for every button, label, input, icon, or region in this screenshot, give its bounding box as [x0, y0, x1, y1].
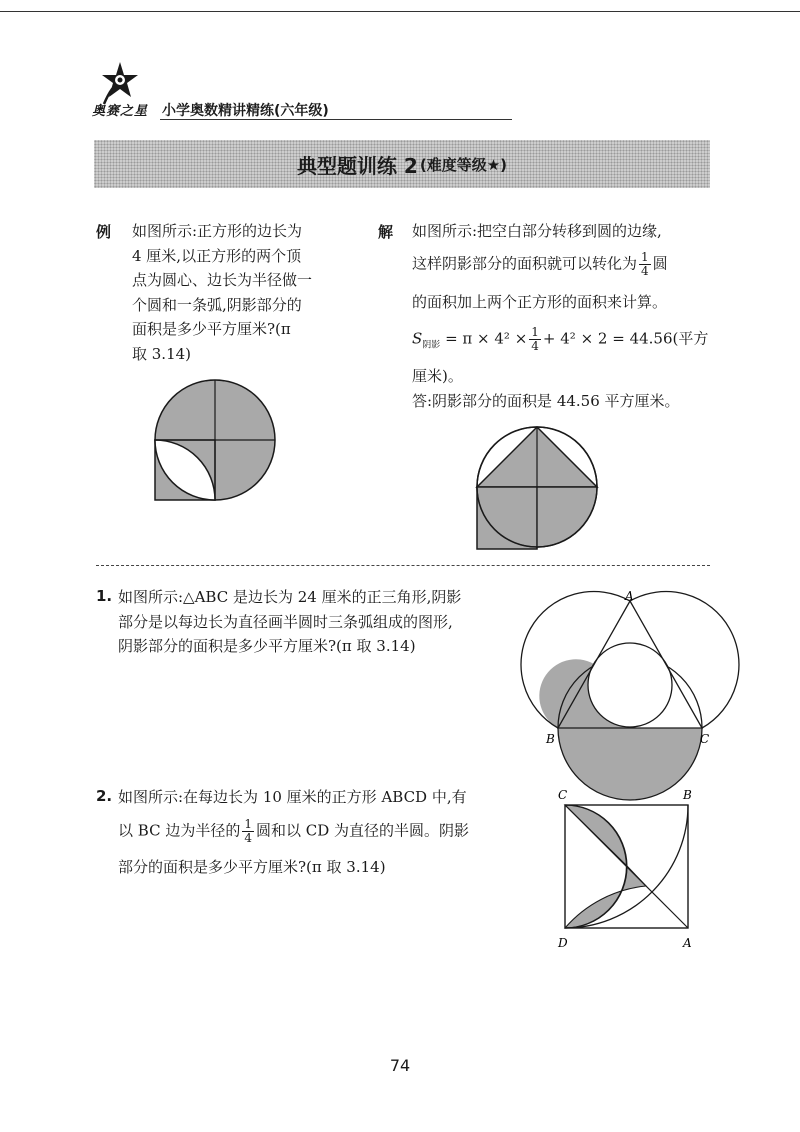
- example-line: 面积是多少平方厘米?(π: [132, 320, 291, 338]
- vertex-label-a: A: [625, 589, 634, 603]
- example-line: 个圆和一条弧,阴影部分的: [132, 295, 302, 314]
- problem2-figure: [550, 785, 710, 955]
- vertex-label-c: C: [700, 732, 710, 746]
- problem2-line: 以 BC 边为半径的 $\frac{1}{4}$ 圆和以 CD 为直径的半圆。阴影: [118, 817, 470, 845]
- solution-answer: 答:阴影部分的面积是 44.56 平方厘米。: [412, 392, 680, 410]
- solution-line: 这样阴影部分的面积就可以转化为 $\frac{1}{4}$ 圆: [412, 250, 668, 278]
- header-divider: [160, 119, 512, 120]
- fraction: $\frac{1}{4}$: [244, 817, 252, 845]
- book-title: 小学奥数精讲精练(六年级): [162, 103, 329, 119]
- solution-tag: 解: [378, 223, 394, 241]
- fraction: $\frac{1}{4}$: [531, 325, 539, 353]
- solution-formula: $S_{阴影} = \pi \times 4^2$ × $\frac{1}{4}$ + 4² × 2 = 44.56(平方: [412, 325, 709, 353]
- section-separator: [96, 565, 710, 566]
- section-banner: [94, 140, 710, 188]
- example-tag: 例: [96, 223, 112, 241]
- example-figure: [150, 385, 285, 510]
- problem1-number: 1.: [96, 587, 113, 605]
- solution-figure: [470, 425, 605, 555]
- problem2-line: 部分的面积是多少平方厘米?(π 取 3.14): [118, 858, 386, 876]
- vertex-label-d: D: [558, 936, 568, 950]
- solution-line: 厘米)。: [412, 367, 463, 385]
- problem1-figure: [540, 585, 715, 750]
- section-title: 典型题训练 2: [296, 153, 418, 178]
- example-line: 如图所示:正方形的边长为: [132, 222, 303, 240]
- example-text: [132, 219, 368, 366]
- example-line: 点为圆心、边长为半径做一: [132, 271, 313, 289]
- page-number: 74: [389, 1056, 411, 1075]
- brand-name: 奥赛之星: [92, 104, 149, 119]
- problem2-number: 2.: [96, 787, 113, 805]
- problem1-text: 如图所示:△ABC 是边长为 24 厘米的正三角形,阴影 部分是以每边长为直径画半圆时三条弧组成的图形, 阴影部分的面积是多少平方厘米?(π 取 3.14): [118, 588, 462, 655]
- example-line: 4 厘米,以正方形的两个顶: [132, 246, 302, 265]
- example-line: 取 3.14): [132, 344, 192, 363]
- vertex-label-c: C: [558, 788, 568, 802]
- vertex-label-a: A: [683, 936, 692, 950]
- difficulty-label: (难度等级★): [419, 155, 508, 174]
- vertex-label-b: B: [683, 788, 692, 802]
- fraction: $\frac{1}{4}$: [641, 250, 649, 278]
- vertex-label-b: B: [546, 732, 555, 746]
- top-border-line: [0, 11, 800, 12]
- solution-line: 如图所示:把空白部分转移到圆的边缘,: [412, 222, 662, 240]
- problem2-line: 如图所示:在每边长为 10 厘米的正方形 ABCD 中,有: [118, 788, 467, 806]
- solution-line: 的面积加上两个正方形的面积来计算。: [412, 293, 668, 311]
